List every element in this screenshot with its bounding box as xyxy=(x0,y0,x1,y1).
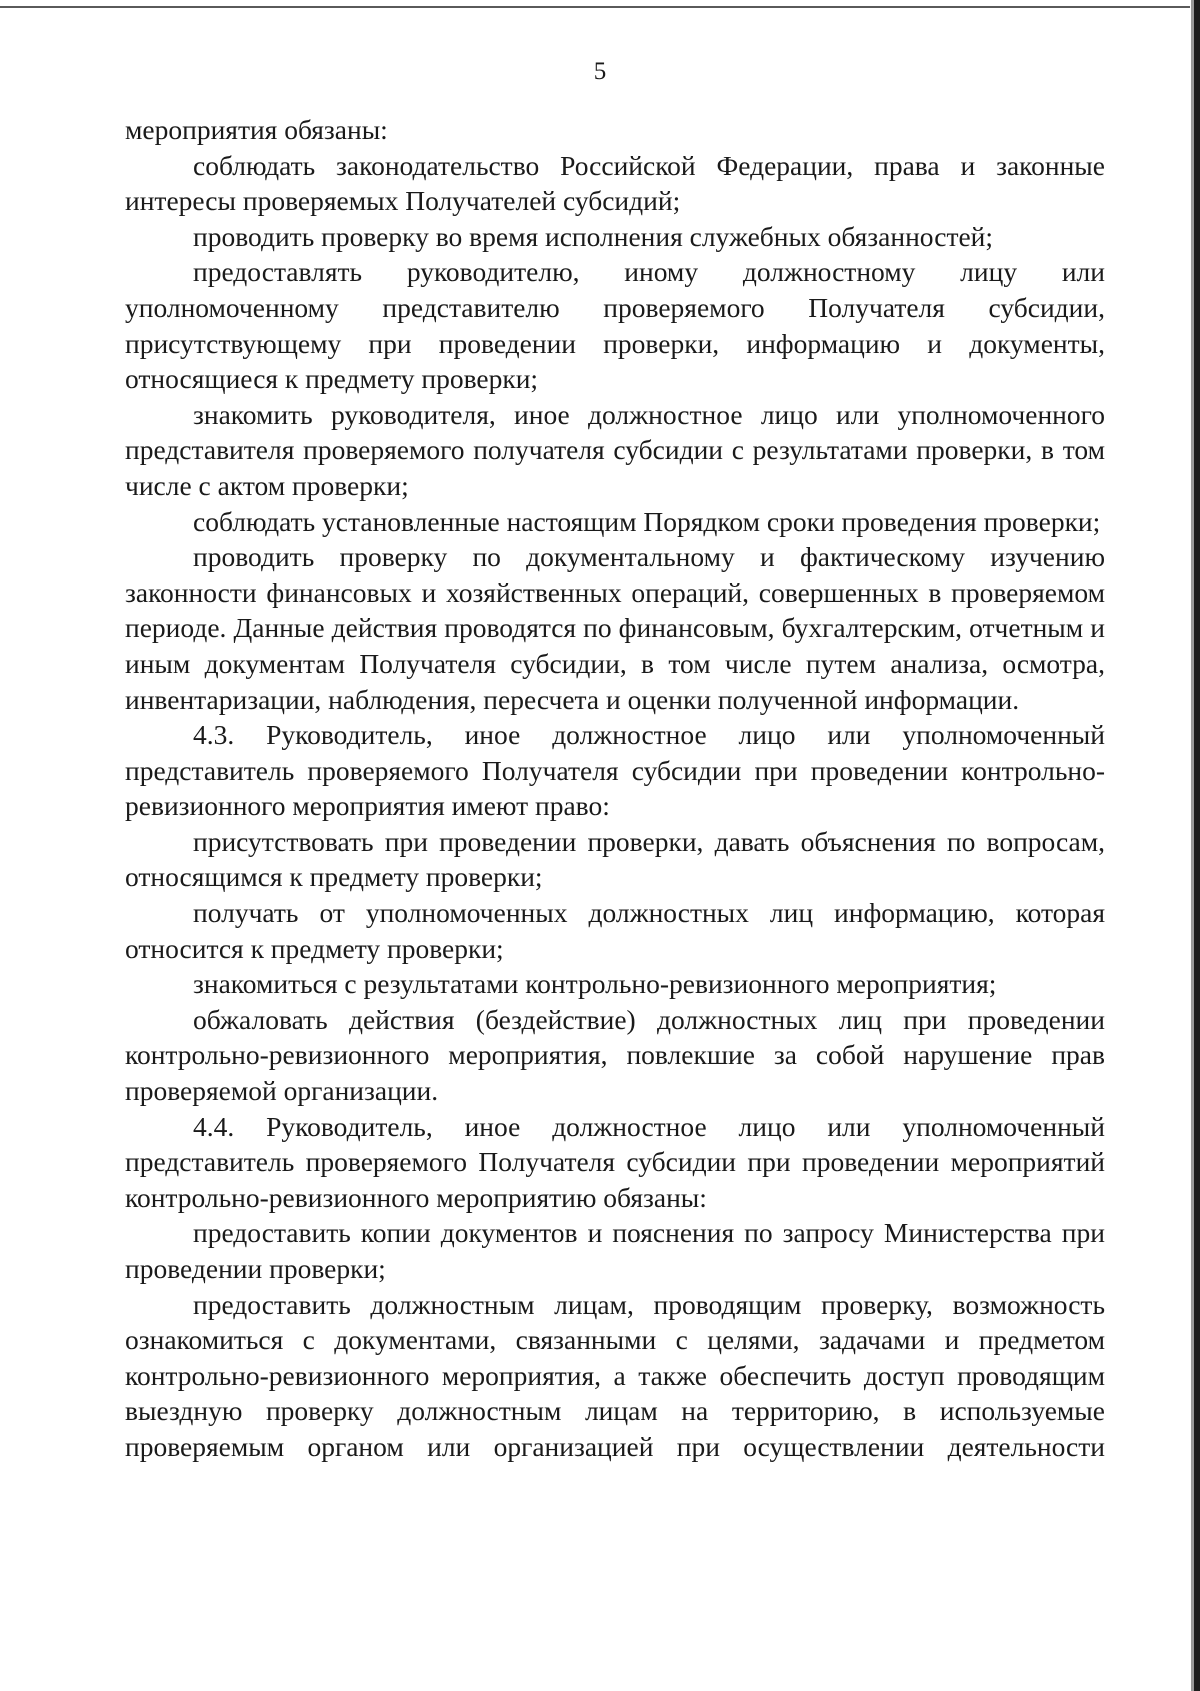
document-body xyxy=(125,112,1105,1465)
paragraph-review-results: знакомиться с результатами контрольно-ревизионного мероприятия; xyxy=(193,968,997,1000)
paragraph-section-4-3: 4.3. Руководитель, иное должностное лицо или уполномоченный представитель проверяемого Получателя субсидии при проведении контрольно-ревизионного мероприятия имеют право: xyxy=(125,719,1105,822)
page-number: 5 xyxy=(593,58,607,85)
scan-right-edge xyxy=(1194,0,1200,1691)
paragraph-acquaint-results: знакомить руководителя, иное должностное лицо или уполномоченного представителя проверяемого получателя субсидии с результатами проверки, в том числе с актом проверки; xyxy=(125,398,1105,501)
paragraph-attend-check: присутствовать при проведении проверки, давать объяснения по вопросам, относящимся к предмету проверки; xyxy=(125,825,1105,893)
scan-top-edge xyxy=(0,6,1190,8)
paragraph-provide-copies: предоставить копии документов и пояснения по запросу Министерства при проведении проверки; xyxy=(125,1217,1105,1284)
paragraph-obey-law: соблюдать законодательство Российской Федерации, права и законные интересы проверяемых Получателей субсидий; xyxy=(125,149,1105,217)
paragraph-work-hours: проводить проверку во время исполнения служебных обязанностей; xyxy=(193,220,994,252)
paragraph-provide-info: предоставлять руководителю, иному должностному лицу или уполномоченному представителю проверяемого Получателя субсидии, присутствующему при проведении проверки, информацию и документы, относящиеся к предмету проверки; xyxy=(125,256,1105,395)
paragraph-provide-access: предоставить должностным лицам, проводящим проверку, возможность ознакомиться с документами, связанными с целями, задачами и предметом контрольно-ревизионного мероприятия, а также обеспечить доступ проводящим выездную проверку должностным лицам на территорию, в используемые проверяемым органом или организацией при осуществлении деятельности xyxy=(125,1288,1105,1462)
paragraph-receive-info: получать от уполномоченных должностных лиц информацию, которая относится к предмету проверки; xyxy=(125,897,1105,964)
paragraph-continuation: мероприятия обязаны: xyxy=(125,114,388,145)
paragraph-appeal-actions: обжаловать действия (бездействие) должностных лиц при проведении контрольно-ревизионного мероприятия, повлекшие за собой нарушение прав проверяемой организации. xyxy=(125,1003,1105,1107)
paragraph-observe-deadlines: соблюдать установленные настоящим Порядком сроки проведения проверки; xyxy=(193,505,1101,537)
paragraph-documentary-check: проводить проверку по документальному и фактическому изучению законности финансовых и хозяйственных операций, совершенных в проверяемом периоде. Данные действия проводятся по финансовым, бухгалтерским, отчетным и иным документам Получателя субсидии, в том числе путем анализа, осмотра, инвентаризации, наблюдения, пересчета и оценки полученной информации. xyxy=(125,541,1105,715)
paragraph-section-4-4: 4.4. Руководитель, иное должностное лицо или уполномоченный представитель проверяемого Получателя субсидии при проведении мероприятий контрольно-ревизионного мероприятию обязаны: xyxy=(125,1110,1105,1213)
